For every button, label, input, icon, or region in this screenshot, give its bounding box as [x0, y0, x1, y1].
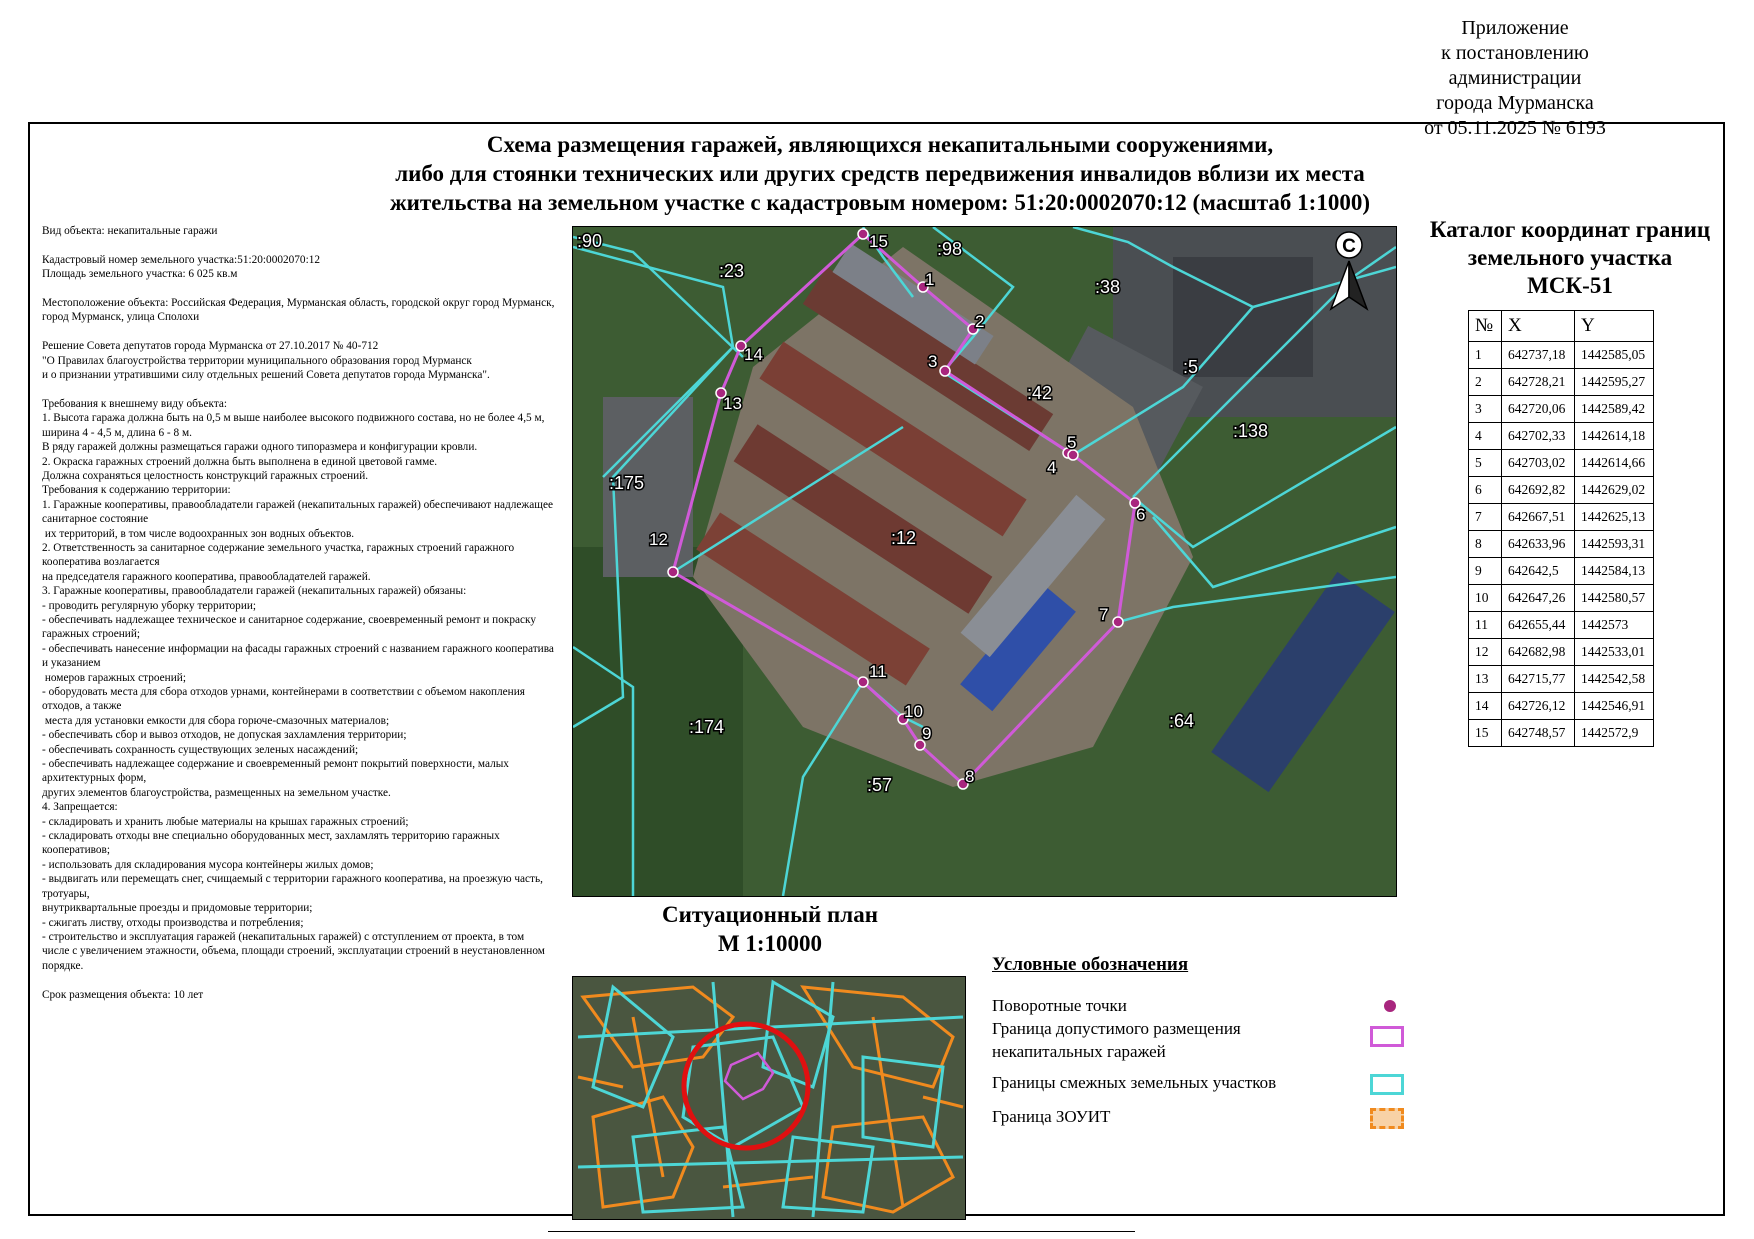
point-label-3: 3 [928, 352, 938, 371]
point-label-9: 9 [922, 724, 932, 743]
cell-number: 4 [1469, 423, 1502, 450]
parcel-label-23: :23 [719, 261, 745, 281]
catalog-title-line-2: земельного участка [1467, 245, 1673, 270]
parcel-label-57: :57 [867, 775, 893, 795]
object-description: Вид объекта: некапитальные гаражи Кадастровый номер земельного участка:51:20:0002070:12 Площадь земельного участка: 6 025 кв.м Местоположение объекта: Российская Федерация, Мурманская область, городской округ город Мурманск, город Мурманск, улица Сполохи Решение Совета депутатов города Мурманска от 27.10.2017 № 40-712 "О Правилах благоустройства территории муниципального образования город Мурманск и о признании утратившими силу отдельных решений Совета депутатов города Мурманска". Требования к внешнему виду объекта: 1. Высота гаража должна быть на 0,5 м выше наиболее высокого подвижного состава, но не более 4,5 м, ширина 4 - 4,5 м, длина 6 - 8 м. В ряду гаражей должны размещаться гаражи одного типоразмера и конфигурации кровли. 2. Окраска гаражных строений должна быть выполнена в единой цветовой гамме. Должна сохраняться целостность конструкций гаражных строений. Требования к содержанию территории: 1. Гаражные кооперативы, правообладатели гаражей (некапитальных гаражей) обеспечивают надлежащее санитарное состояние их территорий, в том числе водоохранных зон водных объектов. 2. Ответственность за санитарное содержание земельного участка, гаражных строений гаражного кооператива возлагается на председателя гаражного кооператива, правообладателей гаражей. 3. Гаражные кооперативы, правообладатели гаражей (некапитальных гаражей) обязаны: - проводить регулярную уборку территории; - обеспечивать надлежащее техническое и санитарное содержание, своевременный ремонт и покраску гаражных строений; - обеспечивать нанесение информации на фасады гаражных строений с названием гаражного кооператива и указанием номеров гаражных строений; - оборудовать места для сбора отходов урнами, контейнерами в соответствии с объемом накопления отходов, а также места для установки емкости для сбора горюче-смазочных материалов; - обеспечивать сбор и вывоз отходов, не допуская захламления территории; - обеспечивать сохранность существующих зеленых насаждений; - обеспечивать надлежащее содержание и своевременный ремонт покрытий поверхности, малых архитектурных форм, других элементов благоустройства, размещенных на земельном участке. 4. Запрещается: - складировать и хранить любые материалы на крышах гаражных строений; - складировать отходы вне специально оборудованных мест, захламлять территорию гаражных кооперативов; - использовать для складирования мусора контейнеры жилых домов; - выдвигать или перемещать снег, счищаемый с территории гаражного кооператива, на проезжую часть, тротуары, внутриквартальные проезды и придомовые территории; - сжигать листву, отходы производства и потребления; - строительство и эксплуатация гаражей (некапитальных гаражей) с отступлением от проекта, в том числе с увеличением этажности, объема, площади строений, эксплуатации строений в неустановленном порядке. Срок размещения объекта: 10 лет [42, 225, 555, 1001]
point-label-5: 5 [1067, 433, 1077, 452]
catalog-title [1410, 216, 1730, 300]
cell-y: 1442625,13 [1575, 504, 1654, 531]
cell-number: 1 [1469, 342, 1502, 369]
cell-x: 642702,33 [1502, 423, 1575, 450]
legend-placement-line-2: некапитальных гаражей [992, 1042, 1166, 1061]
catalog-title-line-3: МСК-51 [1527, 273, 1613, 298]
cell-y: 1442542,58 [1575, 666, 1654, 693]
point-label-1: 1 [925, 270, 935, 289]
cell-x: 642692,82 [1502, 477, 1575, 504]
cell-x: 642720,06 [1502, 396, 1575, 423]
cell-x: 642737,18 [1502, 342, 1575, 369]
parcel-label-98: :98 [937, 239, 963, 259]
title-line-1: Схема размещения гаражей, являющихся некапитальными сооружениями, [486, 132, 1274, 157]
north-label: С [1342, 236, 1356, 257]
legend-label-points: Поворотные точки [992, 996, 1127, 1015]
point-label-12: 12 [649, 530, 668, 549]
cell-number: 14 [1469, 693, 1502, 720]
turning-point-11 [858, 677, 868, 687]
point-label-4: 4 [1047, 458, 1057, 477]
situation-title-line-1: Ситуационный план [662, 902, 878, 927]
parcel-label-38: :38 [1095, 277, 1121, 297]
cell-y: 1442573 [1575, 612, 1654, 639]
cell-x: 642726,12 [1502, 693, 1575, 720]
cell-number: 15 [1469, 720, 1502, 747]
point-label-6: 6 [1136, 505, 1146, 524]
cell-y: 1442580,57 [1575, 585, 1654, 612]
cell-x: 642728,21 [1502, 369, 1575, 396]
table-row [1469, 342, 1654, 369]
table-row [1469, 504, 1654, 531]
header-line-2: к постановлению администрации [1441, 42, 1589, 89]
header-line-4: от 05.11.2025 № 6193 [1424, 117, 1606, 139]
situation-title-line-2: М 1:10000 [717, 931, 823, 956]
cell-x: 642633,96 [1502, 531, 1575, 558]
point-label-2: 2 [975, 312, 985, 331]
parcel-label-90: :90 [577, 231, 603, 251]
legend-label-placement-boundary [992, 1017, 1241, 1063]
parcel-label-64: :64 [1169, 711, 1195, 731]
cell-y: 1442585,05 [1575, 342, 1654, 369]
situation-plan-title [590, 900, 950, 958]
cell-x: 642655,44 [1502, 612, 1575, 639]
situation-map[interactable] [572, 976, 966, 1220]
cell-y: 1442589,42 [1575, 396, 1654, 423]
cell-x: 642642,5 [1502, 558, 1575, 585]
cell-y: 1442614,18 [1575, 423, 1654, 450]
table-row [1469, 666, 1654, 693]
cell-number: 13 [1469, 666, 1502, 693]
column-header-y: Y [1575, 311, 1654, 342]
cell-number: 11 [1469, 612, 1502, 639]
legend-adjacent-swatch [1370, 1074, 1404, 1095]
legend-placement-line-1: Граница допустимого размещения [992, 1019, 1241, 1038]
point-label-11: 11 [869, 662, 887, 681]
coordinate-table [1468, 310, 1654, 747]
point-label-14: 14 [744, 345, 763, 364]
point-label-7: 7 [1099, 605, 1109, 624]
main-map[interactable] [572, 226, 1397, 897]
table-row [1469, 477, 1654, 504]
table-row [1469, 693, 1654, 720]
parcel-label-42: :42 [1027, 383, 1053, 403]
cell-y: 1442614,66 [1575, 450, 1654, 477]
header-line-3: города Мурманска [1436, 92, 1594, 114]
situation-map-canvas [573, 977, 965, 1219]
table-row [1469, 369, 1654, 396]
parcel-label-12: :12 [891, 528, 917, 548]
cell-number: 10 [1469, 585, 1502, 612]
page-title [300, 130, 1460, 217]
cell-number: 9 [1469, 558, 1502, 585]
table-row [1469, 612, 1654, 639]
table-row [1469, 720, 1654, 747]
header-line-1: Приложение [1461, 17, 1569, 39]
cell-number: 8 [1469, 531, 1502, 558]
point-label-8: 8 [965, 767, 975, 786]
legend-placement-swatch [1370, 1026, 1404, 1047]
legend-zouit-swatch [1370, 1108, 1404, 1129]
cell-number: 2 [1469, 369, 1502, 396]
cell-y: 1442546,91 [1575, 693, 1654, 720]
cell-y: 1442595,27 [1575, 369, 1654, 396]
cell-x: 642703,02 [1502, 450, 1575, 477]
cell-y: 1442629,02 [1575, 477, 1654, 504]
point-label-13: 13 [723, 394, 742, 413]
cell-x: 642667,51 [1502, 504, 1575, 531]
parcel-label-175: :175 [609, 473, 645, 493]
cell-x: 642748,57 [1502, 720, 1575, 747]
table-row [1469, 450, 1654, 477]
parcel-label-138: :138 [1233, 421, 1269, 441]
turning-point-3 [940, 366, 950, 376]
cell-number: 7 [1469, 504, 1502, 531]
cell-y: 1442533,01 [1575, 639, 1654, 666]
title-line-3: жительства на земельном участке с кадастровым номером: 51:20:0002070:12 (масштаб 1:1000) [389, 190, 1370, 215]
cell-number: 6 [1469, 477, 1502, 504]
cell-y: 1442572,9 [1575, 720, 1654, 747]
cell-y: 1442584,13 [1575, 558, 1654, 585]
parcel-label-5: :5 [1183, 357, 1199, 377]
turning-point-15 [858, 229, 868, 239]
turning-point-12 [668, 567, 678, 577]
cell-number: 12 [1469, 639, 1502, 666]
table-row [1469, 639, 1654, 666]
legend-label-zouit: Граница ЗОУИТ [992, 1107, 1111, 1126]
table-row [1469, 558, 1654, 585]
legend-label-adjacent-boundaries: Границы смежных земельных участков [992, 1073, 1277, 1092]
coordinate-table-body [1469, 342, 1654, 747]
column-header-number: № [1469, 311, 1502, 342]
cell-number: 3 [1469, 396, 1502, 423]
cell-y: 1442593,31 [1575, 531, 1654, 558]
title-line-2: либо для стоянки технических или других средств передвижения инвалидов вблизи их места [395, 161, 1365, 186]
cell-x: 642715,77 [1502, 666, 1575, 693]
parcel-label-174: :174 [689, 717, 725, 737]
turning-point-7 [1113, 617, 1123, 627]
cell-x: 642682,98 [1502, 639, 1575, 666]
cell-x: 642647,26 [1502, 585, 1575, 612]
main-map-canvas [573, 227, 1396, 896]
point-label-15: 15 [869, 232, 888, 251]
legend-title: Условные обозначения [992, 954, 1189, 975]
table-row [1469, 585, 1654, 612]
table-header-row [1469, 311, 1654, 342]
catalog-title-line-1: Каталог координат границ [1429, 217, 1711, 242]
legend-point-icon [1380, 996, 1400, 1016]
table-row [1469, 531, 1654, 558]
column-header-x: X [1502, 311, 1575, 342]
point-label-10: 10 [904, 702, 923, 721]
cell-number: 5 [1469, 450, 1502, 477]
bottom-divider [548, 1231, 1135, 1232]
table-row [1469, 396, 1654, 423]
table-row [1469, 423, 1654, 450]
